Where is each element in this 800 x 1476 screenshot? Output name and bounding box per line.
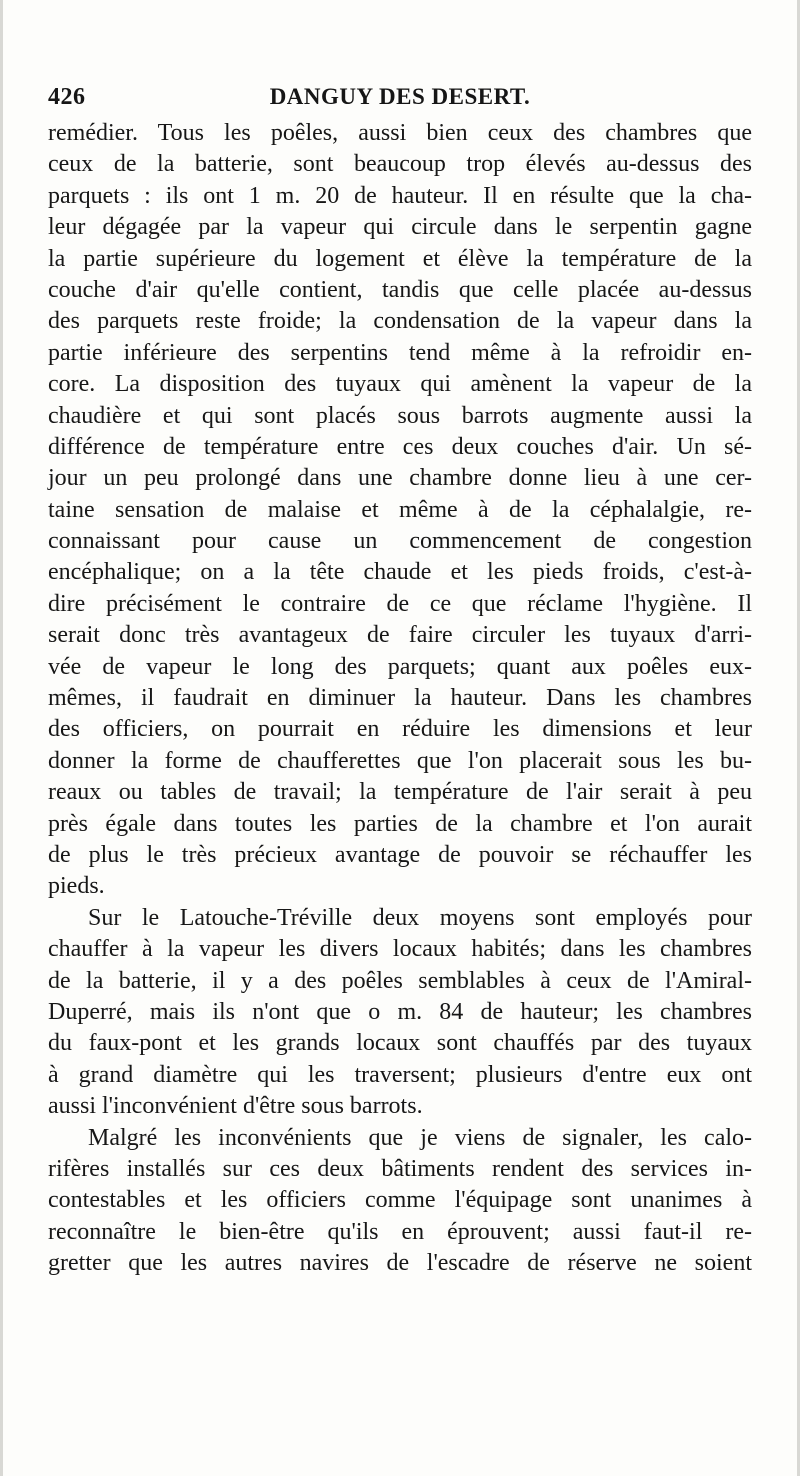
scan-edge-left: [0, 0, 3, 1476]
text-line: leur dégagée par la vapeur qui circule dans le serpentin gagne: [48, 214, 752, 241]
text-line: près égale dans toutes les parties de la chambre et l'on aurait: [48, 810, 752, 837]
page-header: [48, 84, 752, 120]
text-line: couche d'air qu'elle contient, tandis que celle placée au-dessus: [48, 276, 752, 303]
text-line: Duperré, mais ils n'ont que o m. 84 de hauteur; les chambres: [48, 998, 752, 1025]
text-line: parquets : ils ont 1 m. 20 de hauteur. Il en résulte que la cha-: [48, 182, 752, 209]
text-line: de la batterie, il y a des poêles semblables à ceux de l'Amiral-: [48, 967, 752, 994]
text-line: encéphalique; on a la tête chaude et les pieds froids, c'est-à-: [48, 559, 752, 586]
text-line: chauffer à la vapeur les divers locaux habités; dans les chambres: [48, 936, 752, 963]
text-line: mêmes, il faudrait en diminuer la hauteur. Dans les chambres: [48, 685, 752, 712]
text-line: serait donc très avantageux de faire circuler les tuyaux d'arri-: [48, 622, 752, 649]
text-line: la partie supérieure du logement et élève la température de la: [48, 245, 752, 272]
text-line: chaudière et qui sont placés sous barrots augmente aussi la: [48, 402, 752, 429]
text-line: connaissant pour cause un commencement de congestion: [48, 528, 752, 555]
page-number: 426: [48, 84, 86, 110]
text-line: partie inférieure des serpentins tend même à la refroidir en-: [48, 339, 752, 366]
text-line: core. La disposition des tuyaux qui amènent la vapeur de la: [48, 371, 752, 398]
text-line: ceux de la batterie, sont beaucoup trop élevés au-dessus des: [48, 151, 752, 178]
text-line: reconnaître le bien-être qu'ils en éprouvent; aussi faut-il re-: [48, 1218, 752, 1245]
text-line: donner la forme de chaufferettes que l'on placerait sous les bu-: [48, 747, 752, 774]
text-line: remédier. Tous les poêles, aussi bien ceux des chambres que: [48, 120, 752, 146]
text-line: à grand diamètre qui les traversent; plusieurs d'entre eux ont: [48, 1061, 752, 1088]
text-line: différence de température entre ces deux couches d'air. Un sé-: [48, 433, 752, 460]
text-line: du faux-pont et les grands locaux sont chauffés par des tuyaux: [48, 1030, 752, 1057]
text-line: des officiers, on pourrait en réduire les dimensions et leur: [48, 716, 752, 743]
text-line: taine sensation de malaise et même à de la céphalalgie, re-: [48, 496, 752, 523]
text-line: de plus le très précieux avantage de pouvoir se réchauffer les: [48, 841, 752, 868]
text-line: contestables et les officiers comme l'équipage sont unanimes à: [48, 1187, 752, 1214]
text-line: dire précisément le contraire de ce que réclame l'hygiène. Il: [48, 590, 752, 617]
text-line: rifères installés sur ces deux bâtiments rendent des services in-: [48, 1155, 752, 1182]
running-head: DANGUY DES DESERT.: [269, 84, 531, 109]
text-line: Sur le Latouche-Tréville deux moyens sont employés pour: [88, 904, 752, 931]
text-line: pieds.: [48, 873, 105, 900]
text-line: Malgré les inconvénients que je viens de signaler, les calo-: [88, 1124, 752, 1151]
text-line: gretter que les autres navires de l'escadre de réserve ne soient: [48, 1250, 752, 1277]
text-line: aussi l'inconvénient d'être sous barrots.: [48, 1093, 423, 1120]
text-line: jour un peu prolongé dans une chambre donne lieu à une cer-: [48, 465, 752, 492]
body-text: [48, 118, 752, 1279]
text-line: des parquets reste froide; la condensation de la vapeur dans la: [48, 308, 752, 335]
text-line: reaux ou tables de travail; la température de l'air serait à peu: [48, 779, 752, 806]
text-line: vée de vapeur le long des parquets; quant aux poêles eux-: [48, 653, 752, 680]
